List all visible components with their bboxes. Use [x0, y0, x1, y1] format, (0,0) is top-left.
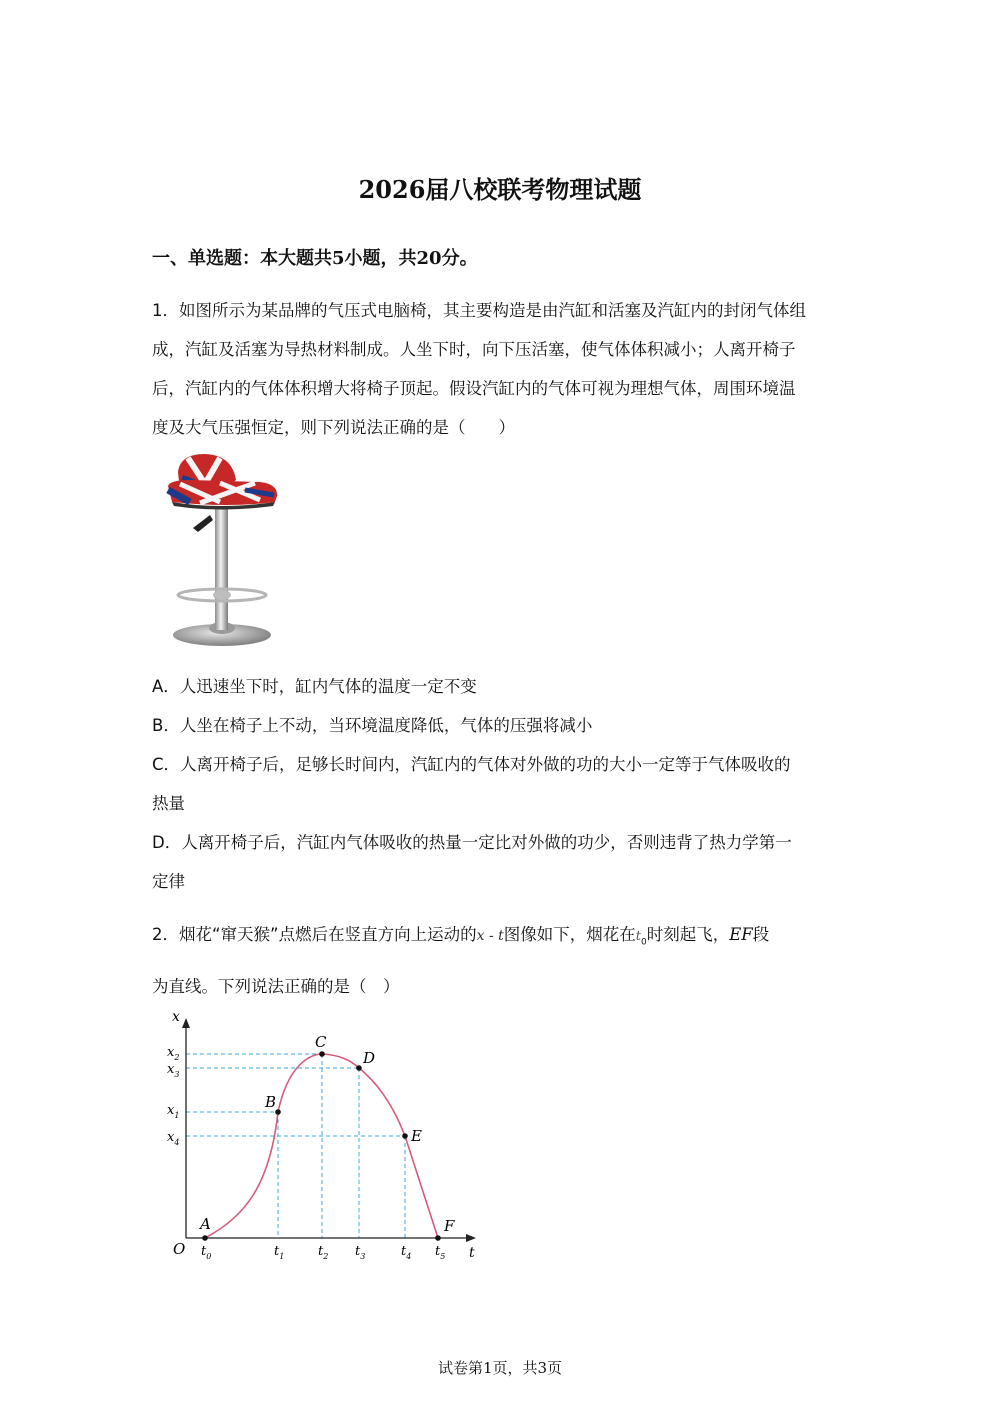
point-b-label: B — [265, 1093, 277, 1111]
q2-t0-sub: 0 — [641, 937, 647, 948]
question-2-line-2: 为直线。下列说法正确的是（ ） — [152, 977, 400, 996]
svg-text:x3 — [167, 1062, 179, 1079]
svg-text:t4 — [401, 1244, 411, 1261]
svg-text:t2 — [318, 1244, 328, 1261]
svg-text:t5 — [435, 1244, 445, 1261]
point-c-label: C — [315, 1033, 327, 1051]
t-tick-labels — [201, 1244, 445, 1261]
t-tick-t3: t — [355, 1244, 361, 1259]
option-c-line-2: 热量 — [152, 794, 185, 813]
svg-text:t0 — [201, 1244, 211, 1261]
y-tick-x1-sub: 1 — [174, 1111, 180, 1120]
question-2-line-1 — [152, 915, 852, 962]
page-footer: 试卷第1页，共3页 — [437, 1359, 563, 1377]
t-tick-t0-sub: 0 — [206, 1252, 212, 1261]
t-tick-t2-sub: 2 — [323, 1252, 329, 1261]
point-f-label: F — [444, 1217, 455, 1235]
x-axis-arrow — [182, 1018, 190, 1028]
option-d — [152, 823, 852, 901]
q1-line-4: 度及大气压强恒定，则下列说法正确的是（ ） — [152, 418, 515, 437]
y-tick-x4: x — [167, 1130, 175, 1145]
t-tick-t4: t — [401, 1244, 407, 1259]
t-axis-label: t — [469, 1245, 475, 1261]
t-tick-t5-sub: 5 — [440, 1252, 446, 1261]
q2-t0: t — [635, 929, 641, 944]
question-1-text — [152, 291, 852, 447]
t-tick-t1: t — [274, 1244, 280, 1259]
svg-text:t3 — [355, 1244, 365, 1261]
y-tick-x4-sub: 4 — [174, 1138, 180, 1147]
svg-text:x4 — [167, 1130, 179, 1147]
q1-line-3: 后，汽缸内的气体体积增大将椅子顶起。假设汽缸内的气体可视为理想气体，周围环境温 — [152, 379, 796, 398]
t-tick-t0: t — [201, 1244, 207, 1259]
y-tick-labels — [167, 1045, 179, 1147]
t-tick-t3-sub: 3 — [360, 1252, 366, 1261]
option-a: A．人迅速坐下时，缸内气体的温度一定不变 — [152, 677, 477, 696]
q2-xt: x - t — [476, 928, 504, 944]
x-axis-label: x — [172, 1009, 180, 1025]
q2-text-c: 时刻起飞， — [646, 925, 730, 944]
q2-text-d: 段 — [752, 925, 770, 944]
option-d-line-2: 定律 — [152, 872, 185, 891]
t-tick-t5: t — [435, 1244, 441, 1259]
option-b: B．人坐在椅子上不动，当环境温度降低，气体的压强将减小 — [152, 716, 593, 735]
t-tick-t1-sub: 1 — [279, 1252, 285, 1261]
gas-chair-image — [160, 450, 285, 650]
xt-graph — [160, 1005, 490, 1275]
svg-text:x2 — [167, 1045, 179, 1062]
option-d-line-1: D．人离开椅子后，汽缸内气体吸收的热量一定比对外做的功少，否则违背了热力学第一 — [152, 833, 792, 852]
option-c — [152, 745, 852, 823]
t-tick-t4-sub: 4 — [406, 1252, 412, 1261]
q1-line-2: 成，汽缸及活塞为导热材料制成。人坐下时，向下压活塞，使气体体积减小；人离开椅子 — [152, 340, 796, 359]
point-e-label: E — [411, 1127, 422, 1145]
option-c-line-1: C．人离开椅子后，足够长时间内，汽缸内的气体对外做的功的大小一定等于气体吸收的 — [152, 755, 791, 774]
y-tick-x1: x — [167, 1103, 175, 1118]
q2-ef: EF — [729, 925, 753, 944]
point-d-label: D — [363, 1049, 376, 1067]
t-tick-t2: t — [318, 1244, 324, 1259]
q2-text-a: 2．烟花“窜天猴”点燃后在竖直方向上运动的 — [152, 925, 477, 944]
q1-line-1: 1．如图所示为某品牌的气压式电脑椅，其主要构造是由汽缸和活塞及汽缸内的封闭气体组 — [152, 301, 806, 320]
origin-label: O — [173, 1240, 186, 1258]
svg-text:x1 — [167, 1103, 179, 1120]
svg-text:t1 — [274, 1244, 284, 1261]
y-tick-x2: x — [167, 1045, 175, 1060]
section-heading: 一、单选题：本大题共5小题，共20分。 — [152, 248, 478, 269]
t-axis-arrow — [466, 1234, 476, 1242]
y-tick-x3-sub: 3 — [174, 1070, 180, 1079]
y-tick-x2-sub: 2 — [174, 1053, 180, 1062]
page-title: 2026届八校联考物理试题 — [358, 175, 642, 204]
point-a-label: A — [200, 1215, 211, 1233]
q2-text-b: 图像如下，烟花在 — [503, 925, 636, 944]
y-tick-x3: x — [167, 1062, 175, 1077]
